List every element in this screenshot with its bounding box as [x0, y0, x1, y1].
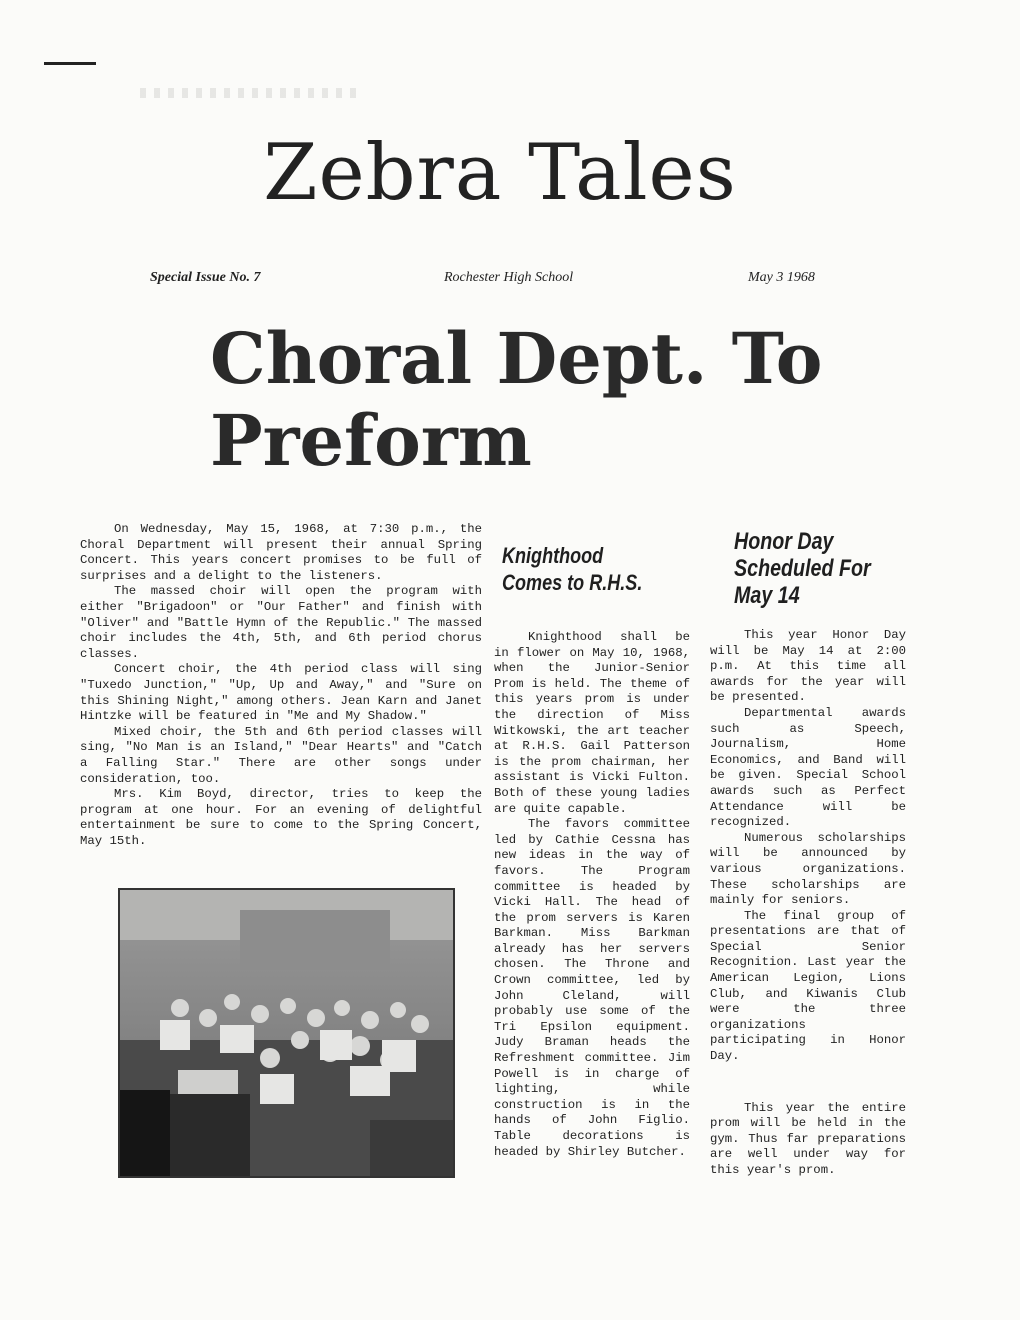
honor-day-article: [710, 628, 906, 1179]
paragraph: Departmental awards such as Speech, Journalism, Home Economics, and Band will be given. Special School awards such as Perfect Attendance will be recognized.: [710, 705, 906, 830]
paragraph: The final group of presentations are that of Special Senior Recognition. Last year the American Legion, Lions Club, and Kiwanis Club were the three organizations participating in Honor Day.: [710, 908, 906, 1064]
main-headline: Choral Dept. To Preform: [210, 317, 823, 482]
choir-photo-image: [120, 890, 453, 1176]
knighthood-article: [494, 630, 690, 1160]
paragraph: The favors committee led by Cathie Cessna has new ideas in the way of favors. The Program committee is headed by Vicki Hall. The head of the prom servers is Karen Barkman. Miss Barkman already has her servers chosen. The Throne and Crown committee, led by John Cleland, will probably use some of the Tri Epsilon equipment. Judy Braman heads the Refreshment committee. Jim Powell is in charge of lighting, while construction is in the hands of John Figlio. Table decorations is headed by Shirley Butcher.: [494, 817, 690, 1159]
bleed-through-text: [140, 88, 360, 98]
issue-date: May 3 1968: [748, 270, 815, 285]
honor-day-title: Honor Day Scheduled For May 14: [734, 528, 871, 609]
pen-mark: [44, 62, 96, 65]
paragraph: Mixed choir, the 5th and 6th period classes will sing, "No Man is an Island," "Dear Hearts" and "Catch a Falling Star." There are other songs under consideration, too.: [80, 724, 482, 786]
choral-article: [80, 522, 482, 849]
paragraph: On Wednesday, May 15, 1968, at 7:30 p.m., the Choral Department will present their annual Spring Concert. This years concert promises to be full of surprises and a delight to the listeners.: [80, 522, 482, 583]
choir-photo: [118, 888, 455, 1178]
paragraph: This year the entire prom will be held in the gym. Thus far preparations are well under way for this year's prom.: [710, 1100, 906, 1177]
knighthood-title: Knighthood Comes to R.H.S.: [502, 543, 643, 595]
paragraph: Concert choir, the 4th period class will sing "Tuxedo Junction," "Up, Up and Away," and "Sure on this Shining Night," among others. Jean Karn and Janet Hintzke will be featured in "Me and My Shadow.": [80, 662, 482, 724]
paragraph: This year Honor Day will be May 14 at 2:00 p.m. At this time all awards for the year will be presented.: [710, 628, 906, 705]
paragraph: Mrs. Kim Boyd, director, tries to keep the program at one hour. For an evening of delightful entertainment be sure to come to the Spring Concert, May 15th.: [80, 787, 482, 848]
school-name: Rochester High School: [444, 270, 574, 285]
paragraph: The massed choir will open the program with either "Brigadoon" or "Our Father" and finish with "Oliver" and "Battle Hymn of the Republic." The massed choir includes the 4th, 5th, and 6th period chorus classes.: [80, 584, 482, 661]
masthead-title: Zebra Tales: [263, 128, 737, 218]
paragraph: Knighthood shall be in flower on May 10, 1968, when the Junior-Senior Prom is held. The theme of this years prom is under the direction of Miss Witkowski, the art teacher at R.H.S. Gail Patterson is the prom chairman, her assistant is Vicki Fulton. Both of these young ladies are quite capable.: [494, 630, 690, 816]
paragraph: Numerous scholarships will be announced by various organizations. These scholarships are mainly for seniors.: [710, 830, 906, 908]
issue-number: Special Issue No. 7: [150, 270, 261, 285]
